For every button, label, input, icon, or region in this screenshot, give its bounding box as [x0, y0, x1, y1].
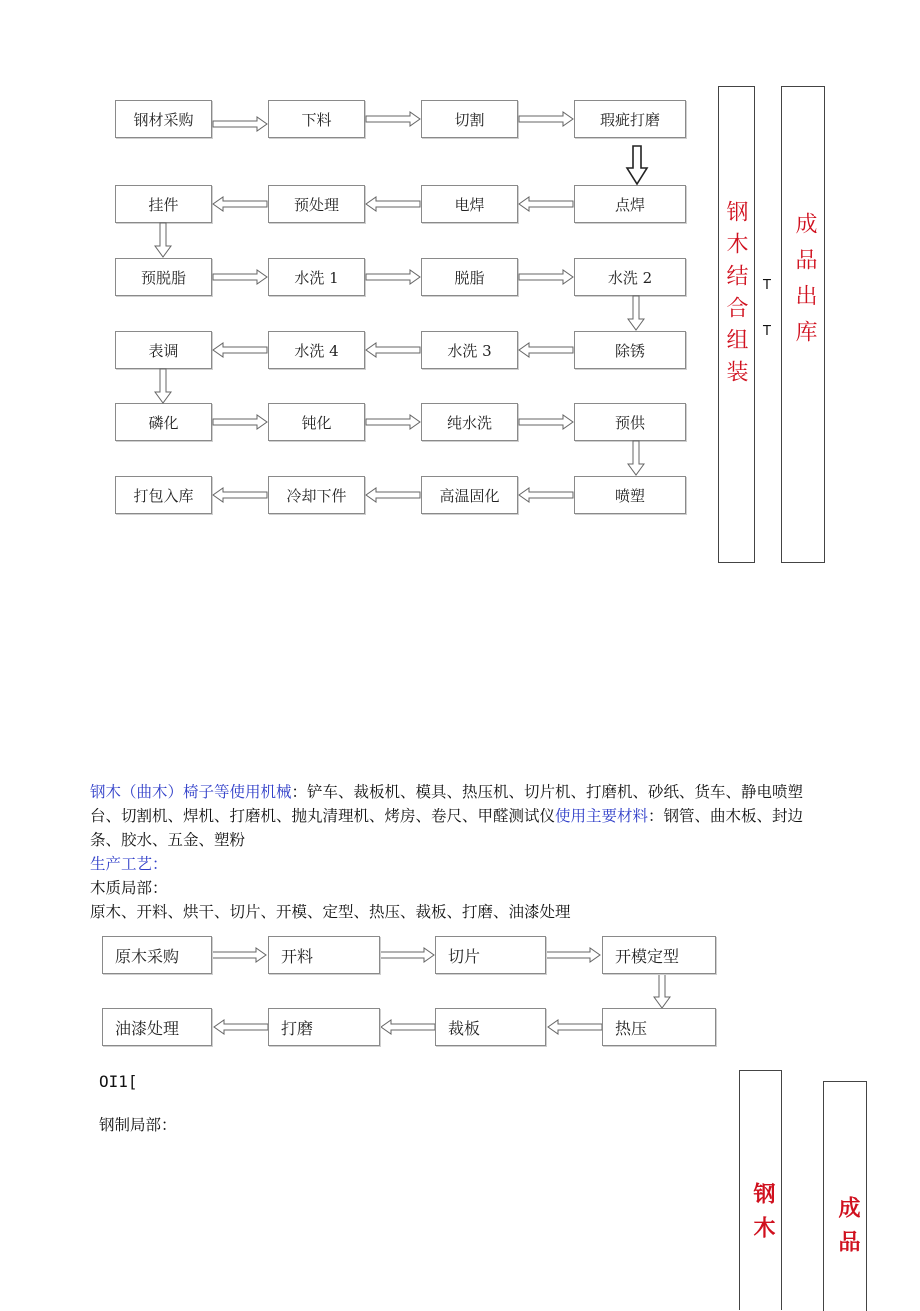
- step-defect-grinding: 瑕疵打磨: [574, 100, 686, 138]
- step-passivation: 钝化: [268, 403, 365, 441]
- step-electric-welding: 电焊: [421, 185, 518, 223]
- finished-label-2: 成品: [835, 1196, 860, 1264]
- arrow-right: [213, 415, 267, 429]
- arrow-down: [155, 223, 171, 257]
- step-packing-storage: 打包入库: [115, 476, 212, 514]
- machinery-label: 钢木（曲木）椅子等使用机械: [90, 783, 292, 801]
- arrow-left: [366, 343, 420, 357]
- arrow-right: [366, 415, 420, 429]
- machinery-list: ：铲车、裁板机、模具、热压机、切片机、打磨机、砂纸、货车、静电喷塑台、切割机、焊机、打磨机、抛丸清理机、烤房、卷尺、甲醛测试仪: [90, 783, 804, 825]
- step-steel-purchase: 钢材采购: [115, 100, 212, 138]
- arrow-left: [213, 343, 267, 357]
- step-mold-shaping: 开模定型: [602, 936, 716, 974]
- step-spot-welding: 点焊: [574, 185, 686, 223]
- arrow-down: [628, 296, 644, 330]
- assembly-label-2: 钢木: [750, 1182, 775, 1250]
- arrow-right: [546, 948, 600, 962]
- arrow-down-bold: [627, 146, 647, 184]
- arrow-right: [366, 112, 420, 126]
- step-phosphating: 磷化: [115, 403, 212, 441]
- arrow-left: [214, 1020, 268, 1034]
- step-log-purchase: 原木采购: [102, 936, 212, 974]
- arrow-left: [519, 343, 573, 357]
- step-high-temp-curing: 高温固化: [421, 476, 518, 514]
- step-powder-spraying: 喷塑: [574, 476, 686, 514]
- arrow-right: [366, 270, 420, 284]
- step-wash-4: 水洗 4: [268, 331, 365, 369]
- materials-label: 使用主要材料: [555, 807, 649, 825]
- wood-sequence: 原木、开料、烘干、切片、开模、定型、热压、裁板、打磨、油漆处理: [90, 903, 571, 921]
- step-hot-pressing: 热压: [602, 1008, 716, 1046]
- step-cutting: 切割: [421, 100, 518, 138]
- arrow-down: [155, 369, 171, 403]
- step-cooling-unloading: 冷却下件: [268, 476, 365, 514]
- step-pure-water-wash: 纯水洗: [421, 403, 518, 441]
- materials-list: ：钢管、曲木板、封边条、胶水、五金、塑粉: [90, 807, 804, 849]
- step-degreasing: 脱脂: [421, 258, 518, 296]
- steel-part-heading: 钢制局部：: [99, 1116, 177, 1134]
- step-wash-1: 水洗 1: [268, 258, 365, 296]
- arrow-down: [654, 974, 670, 1008]
- step-pretreatment: 预处理: [268, 185, 365, 223]
- arrow-right: [213, 117, 267, 131]
- step-wash-2: 水洗 2: [574, 258, 686, 296]
- step-wash-3: 水洗 3: [421, 331, 518, 369]
- arrow-left: [213, 488, 267, 502]
- tt-bottom-label: T: [763, 324, 771, 339]
- stray-ocr-text: OI1[: [99, 1072, 138, 1091]
- arrow-right: [380, 948, 434, 962]
- arrow-left: [519, 197, 573, 211]
- machinery-materials-paragraph: [90, 780, 830, 852]
- step-cutting-material: 开料: [268, 936, 380, 974]
- step-painting: 油漆处理: [102, 1008, 212, 1046]
- step-hanging: 挂件: [115, 185, 212, 223]
- arrow-left: [213, 197, 267, 211]
- arrow-left: [548, 1020, 602, 1034]
- step-slicing: 切片: [435, 936, 546, 974]
- arrow-down: [628, 441, 644, 475]
- assembly-label: 钢木结合组装: [723, 200, 748, 392]
- arrow-right: [519, 112, 573, 126]
- step-surface-conditioning: 表调: [115, 331, 212, 369]
- tt-top-label: T: [763, 278, 771, 293]
- step-board-cutting: 裁板: [435, 1008, 546, 1046]
- step-grinding: 打磨: [268, 1008, 380, 1046]
- step-blanking: 下料: [268, 100, 365, 138]
- process-heading: 生产工艺：: [90, 855, 168, 873]
- arrow-right: [519, 415, 573, 429]
- step-rust-removal: 除锈: [574, 331, 686, 369]
- finished-label: 成品出库: [792, 212, 817, 356]
- wood-part-heading: 木质局部：: [90, 879, 168, 897]
- arrow-left: [381, 1020, 435, 1034]
- arrow-left: [519, 488, 573, 502]
- step-pre-supply: 预供: [574, 403, 686, 441]
- arrow-right: [519, 270, 573, 284]
- arrow-right: [212, 948, 266, 962]
- step-pre-degreasing: 预脱脂: [115, 258, 212, 296]
- arrow-right: [213, 270, 267, 284]
- arrow-left: [366, 488, 420, 502]
- arrow-left: [366, 197, 420, 211]
